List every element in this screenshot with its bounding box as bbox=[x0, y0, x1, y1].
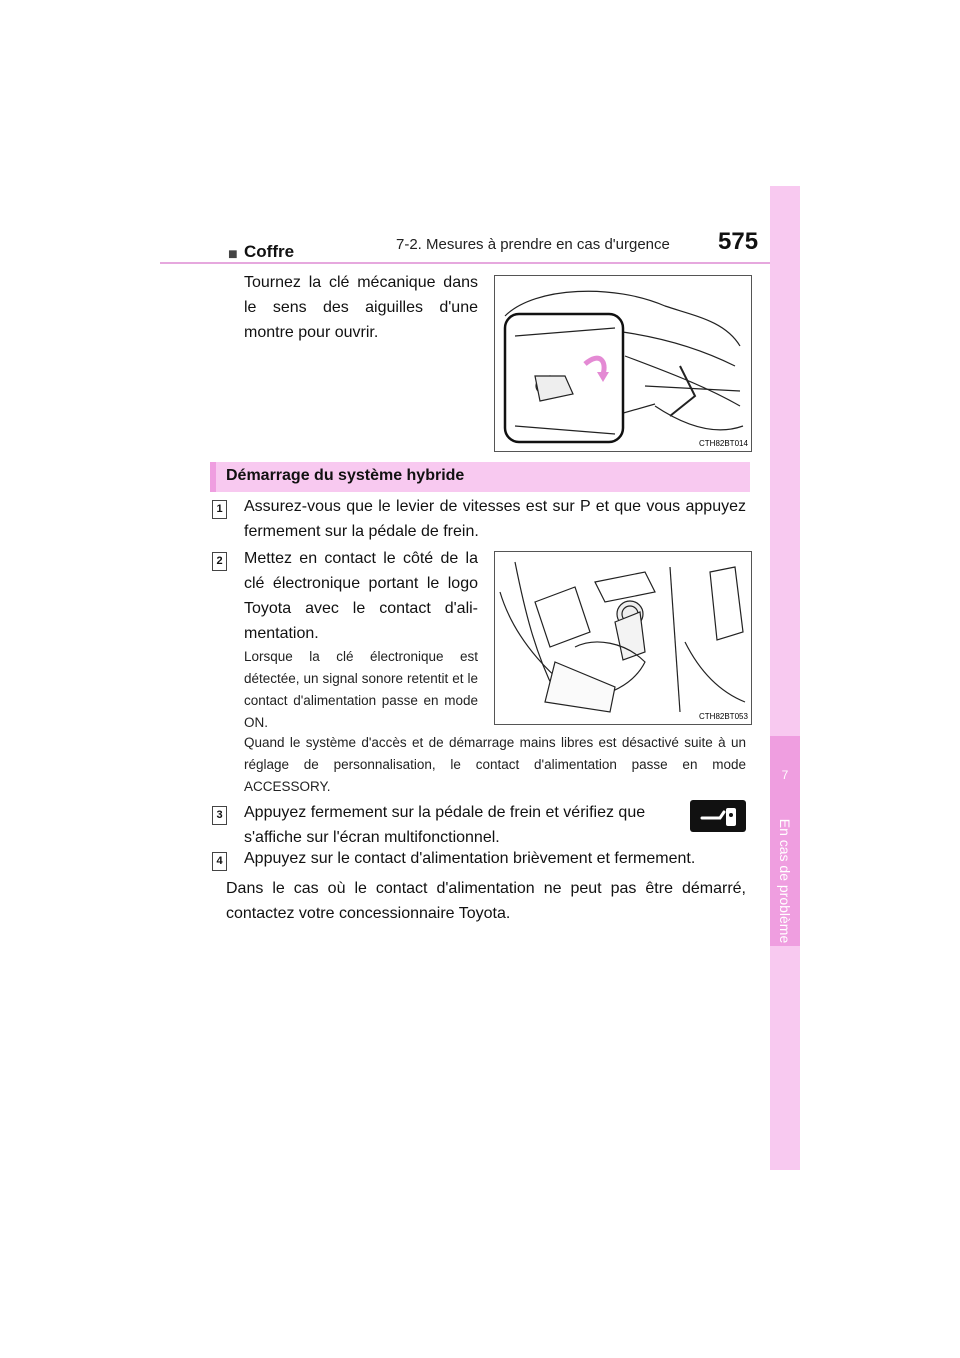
key-switch-figure bbox=[494, 551, 752, 725]
step-text: Appuyez sur le contact d'alimentation brièvement et fermement. bbox=[244, 850, 696, 867]
trunk-figure bbox=[494, 275, 752, 452]
step-number: 4 bbox=[212, 852, 227, 871]
step-note: Quand le système d'accès et de démarrage mains libres est désactivé suite à un réglage de personnalisation, le contact d'alimentation passe en mode ACCESSORY. bbox=[244, 735, 746, 794]
page-number: 575 bbox=[718, 228, 759, 255]
coffre-text: Tournez la clé mécanique dans le sens des aiguilles d'une montre pour ouvrir. bbox=[244, 274, 478, 341]
trunk-figure-code: CTH82BT014 bbox=[699, 439, 748, 448]
coffre-title: Coffre bbox=[244, 242, 295, 261]
step-number: 3 bbox=[212, 806, 227, 825]
step-text-continued: s'affiche sur l'écran multifonctionnel. bbox=[244, 829, 500, 846]
section-bullet-icon: ■ bbox=[228, 246, 238, 263]
chapter-title: En cas de problème bbox=[777, 818, 793, 944]
side-strip bbox=[770, 186, 800, 1170]
key-figure-code: CTH82BT053 bbox=[699, 712, 748, 721]
trunk-illustration bbox=[495, 276, 751, 451]
key-switch-illustration bbox=[495, 552, 751, 724]
hybrid-section-title: Démarrage du système hybride bbox=[226, 467, 465, 484]
closing-text: Dans le cas où le contact d'alimentation ne peut pas être démarré, contactez votre concessionnaire Toyota. bbox=[226, 880, 746, 922]
step-number: 1 bbox=[212, 500, 227, 519]
step-text: Mettez en contact le côté de la clé électronique portant le logo Toyota avec le contact d'ali-mentation. bbox=[244, 550, 478, 642]
step-text: Assurez-vous que le levier de vitesses est sur P et que vous appuyez fermement sur la pédale de frein. bbox=[244, 498, 746, 540]
header-section-title: 7-2. Mesures à prendre en cas d'urgence bbox=[396, 236, 670, 253]
chapter-number: 7 bbox=[781, 768, 789, 782]
step-number: 2 bbox=[212, 552, 227, 571]
step-text: Appuyez fermement sur la pédale de frein et vérifiez que bbox=[244, 804, 646, 821]
step-note: Lorsque la clé électronique est détectée, un signal sonore retentit et le contact d'alimentation passe en mode ON. bbox=[244, 649, 478, 730]
header-rule bbox=[160, 262, 800, 264]
